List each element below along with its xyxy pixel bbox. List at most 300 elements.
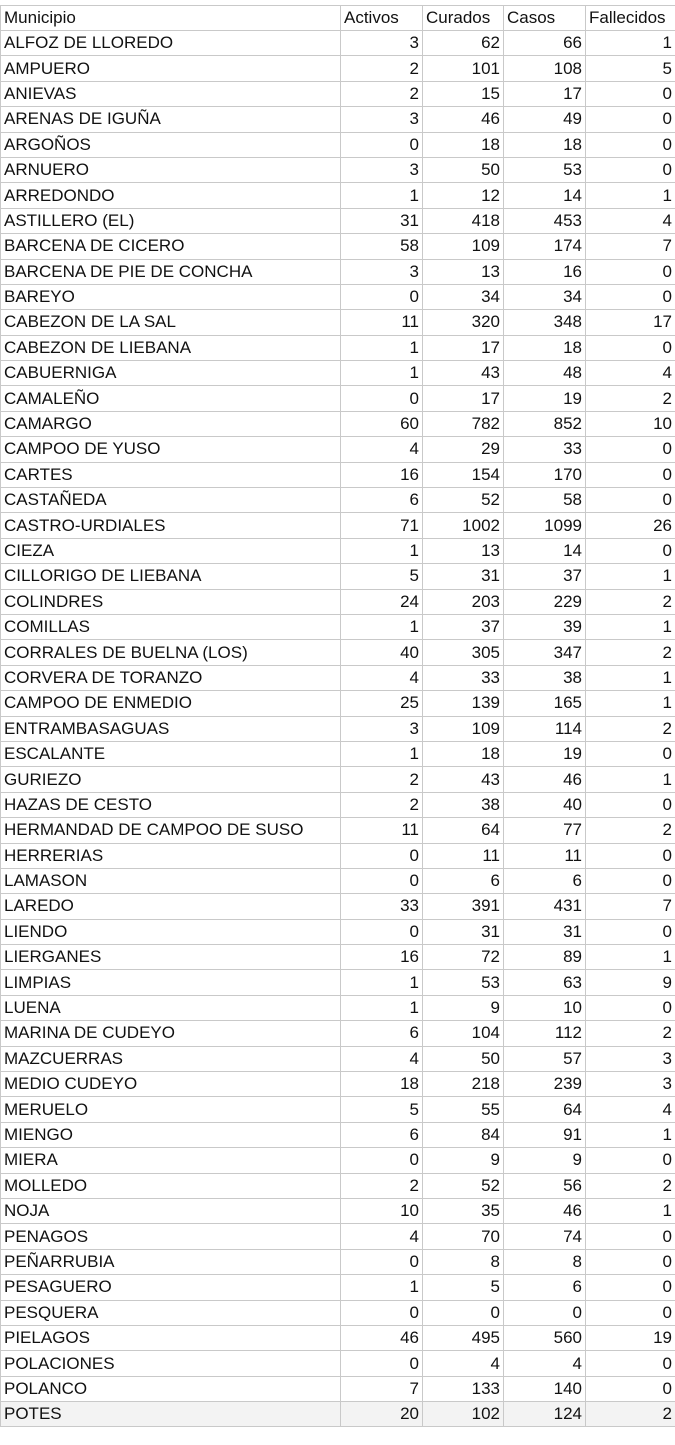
fallecidos-cell[interactable]: 0 <box>586 1300 675 1325</box>
municipio-cell[interactable]: ARENAS DE IGUÑA <box>1 107 341 132</box>
activos-cell[interactable]: 3 <box>341 259 423 284</box>
fallecidos-cell[interactable]: 3 <box>586 1072 675 1097</box>
fallecidos-cell[interactable]: 0 <box>586 335 675 360</box>
curados-cell[interactable]: 139 <box>423 691 504 716</box>
curados-cell[interactable]: 84 <box>423 1122 504 1147</box>
municipio-cell[interactable]: BARCENA DE CICERO <box>1 234 341 259</box>
curados-cell[interactable]: 5 <box>423 1275 504 1300</box>
fallecidos-cell[interactable]: 0 <box>586 284 675 309</box>
activos-cell[interactable]: 0 <box>341 1300 423 1325</box>
curados-cell[interactable]: 64 <box>423 818 504 843</box>
curados-cell[interactable]: 72 <box>423 945 504 970</box>
municipio-cell[interactable]: GURIEZO <box>1 767 341 792</box>
table-row <box>1 1122 675 1147</box>
fallecidos-cell[interactable]: 7 <box>586 234 675 259</box>
casos-cell[interactable]: 4 <box>504 1351 586 1376</box>
fallecidos-cell[interactable]: 1 <box>586 767 675 792</box>
municipio-cell[interactable]: CAMARGO <box>1 411 341 436</box>
casos-cell[interactable]: 108 <box>504 56 586 81</box>
activos-cell[interactable]: 24 <box>341 589 423 614</box>
casos-cell[interactable]: 165 <box>504 691 586 716</box>
curados-cell[interactable]: 52 <box>423 488 504 513</box>
casos-cell[interactable]: 11 <box>504 843 586 868</box>
activos-cell[interactable]: 33 <box>341 894 423 919</box>
curados-cell[interactable]: 46 <box>423 107 504 132</box>
casos-cell[interactable]: 560 <box>504 1325 586 1350</box>
casos-cell[interactable]: 114 <box>504 716 586 741</box>
municipio-cell[interactable]: LIERGANES <box>1 945 341 970</box>
activos-cell[interactable]: 16 <box>341 462 423 487</box>
casos-cell[interactable]: 19 <box>504 386 586 411</box>
activos-cell[interactable]: 4 <box>341 437 423 462</box>
fallecidos-cell[interactable]: 2 <box>586 716 675 741</box>
municipio-cell[interactable]: LAMASON <box>1 868 341 893</box>
fallecidos-cell[interactable]: 0 <box>586 1376 675 1401</box>
fallecidos-cell[interactable]: 26 <box>586 513 675 538</box>
casos-cell[interactable]: 56 <box>504 1173 586 1198</box>
casos-cell[interactable]: 77 <box>504 818 586 843</box>
casos-cell[interactable]: 19 <box>504 741 586 766</box>
fallecidos-cell[interactable]: 0 <box>586 107 675 132</box>
activos-cell[interactable]: 0 <box>341 868 423 893</box>
table-row <box>1 691 675 716</box>
municipio-cell[interactable]: PEÑARRUBIA <box>1 1249 341 1274</box>
municipio-cell[interactable]: CASTAÑEDA <box>1 488 341 513</box>
fallecidos-cell[interactable]: 19 <box>586 1325 675 1350</box>
casos-cell[interactable]: 124 <box>504 1402 586 1427</box>
municipio-cell[interactable]: CILLORIGO DE LIEBANA <box>1 564 341 589</box>
header-municipio[interactable]: Municipio <box>1 6 341 31</box>
casos-cell[interactable]: 46 <box>504 767 586 792</box>
municipio-cell[interactable]: MIERA <box>1 1148 341 1173</box>
curados-cell[interactable]: 17 <box>423 335 504 360</box>
activos-cell[interactable]: 2 <box>341 1173 423 1198</box>
casos-cell[interactable]: 14 <box>504 183 586 208</box>
activos-cell[interactable]: 10 <box>341 1198 423 1223</box>
casos-cell[interactable]: 140 <box>504 1376 586 1401</box>
curados-cell[interactable]: 203 <box>423 589 504 614</box>
activos-cell[interactable]: 4 <box>341 1046 423 1071</box>
activos-cell[interactable]: 0 <box>341 1249 423 1274</box>
fallecidos-cell[interactable]: 2 <box>586 640 675 665</box>
municipio-cell[interactable]: HERRERIAS <box>1 843 341 868</box>
activos-cell[interactable]: 0 <box>341 386 423 411</box>
activos-cell[interactable]: 0 <box>341 132 423 157</box>
activos-cell[interactable]: 1 <box>341 538 423 563</box>
municipio-cell[interactable]: ENTRAMBASAGUAS <box>1 716 341 741</box>
curados-cell[interactable]: 109 <box>423 234 504 259</box>
casos-cell[interactable]: 53 <box>504 157 586 182</box>
curados-cell[interactable]: 8 <box>423 1249 504 1274</box>
casos-cell[interactable]: 170 <box>504 462 586 487</box>
activos-cell[interactable]: 3 <box>341 31 423 56</box>
casos-cell[interactable]: 453 <box>504 208 586 233</box>
curados-cell[interactable]: 53 <box>423 970 504 995</box>
fallecidos-cell[interactable]: 1 <box>586 945 675 970</box>
curados-cell[interactable]: 218 <box>423 1072 504 1097</box>
casos-cell[interactable]: 18 <box>504 132 586 157</box>
municipio-cell[interactable]: CAMPOO DE YUSO <box>1 437 341 462</box>
curados-cell[interactable]: 55 <box>423 1097 504 1122</box>
curados-cell[interactable]: 18 <box>423 741 504 766</box>
casos-cell[interactable]: 10 <box>504 995 586 1020</box>
fallecidos-cell[interactable]: 9 <box>586 970 675 995</box>
table-row <box>1 1351 675 1376</box>
activos-cell[interactable]: 2 <box>341 792 423 817</box>
fallecidos-cell[interactable]: 0 <box>586 157 675 182</box>
header-activos[interactable]: Activos <box>341 6 423 31</box>
activos-cell[interactable]: 4 <box>341 665 423 690</box>
activos-cell[interactable]: 5 <box>341 1097 423 1122</box>
casos-cell[interactable]: 33 <box>504 437 586 462</box>
activos-cell[interactable]: 6 <box>341 1122 423 1147</box>
curados-cell[interactable]: 154 <box>423 462 504 487</box>
activos-cell[interactable]: 20 <box>341 1402 423 1427</box>
fallecidos-cell[interactable]: 2 <box>586 386 675 411</box>
curados-cell[interactable]: 37 <box>423 614 504 639</box>
casos-cell[interactable]: 348 <box>504 310 586 335</box>
casos-cell[interactable]: 31 <box>504 919 586 944</box>
municipio-cell[interactable]: PESAGUERO <box>1 1275 341 1300</box>
activos-cell[interactable]: 1 <box>341 335 423 360</box>
fallecidos-cell[interactable]: 2 <box>586 589 675 614</box>
fallecidos-cell[interactable]: 0 <box>586 741 675 766</box>
activos-cell[interactable]: 1 <box>341 614 423 639</box>
curados-cell[interactable]: 52 <box>423 1173 504 1198</box>
table-row <box>1 1224 675 1249</box>
curados-cell[interactable]: 50 <box>423 1046 504 1071</box>
fallecidos-cell[interactable]: 0 <box>586 538 675 563</box>
municipio-cell[interactable]: ARREDONDO <box>1 183 341 208</box>
fallecidos-cell[interactable]: 4 <box>586 1097 675 1122</box>
municipio-cell[interactable]: CABEZON DE LIEBANA <box>1 335 341 360</box>
activos-cell[interactable]: 71 <box>341 513 423 538</box>
curados-cell[interactable]: 31 <box>423 919 504 944</box>
table-row <box>1 716 675 741</box>
curados-cell[interactable]: 495 <box>423 1325 504 1350</box>
municipio-cell[interactable]: CARTES <box>1 462 341 487</box>
casos-cell[interactable]: 9 <box>504 1148 586 1173</box>
curados-cell[interactable]: 12 <box>423 183 504 208</box>
casos-cell[interactable]: 48 <box>504 361 586 386</box>
municipio-cell[interactable]: MERUELO <box>1 1097 341 1122</box>
activos-cell[interactable]: 6 <box>341 1021 423 1046</box>
curados-cell[interactable]: 34 <box>423 284 504 309</box>
fallecidos-cell[interactable]: 0 <box>586 1275 675 1300</box>
casos-cell[interactable]: 17 <box>504 81 586 106</box>
curados-cell[interactable]: 70 <box>423 1224 504 1249</box>
casos-cell[interactable]: 57 <box>504 1046 586 1071</box>
curados-cell[interactable]: 109 <box>423 716 504 741</box>
municipio-cell[interactable]: POTES <box>1 1402 341 1427</box>
municipio-cell[interactable]: LAREDO <box>1 894 341 919</box>
municipio-cell[interactable]: COLINDRES <box>1 589 341 614</box>
curados-cell[interactable]: 33 <box>423 665 504 690</box>
curados-cell[interactable]: 391 <box>423 894 504 919</box>
casos-cell[interactable]: 46 <box>504 1198 586 1223</box>
activos-cell[interactable]: 0 <box>341 843 423 868</box>
casos-cell[interactable]: 38 <box>504 665 586 690</box>
curados-cell[interactable]: 17 <box>423 386 504 411</box>
fallecidos-cell[interactable]: 2 <box>586 1402 675 1427</box>
fallecidos-cell[interactable]: 4 <box>586 208 675 233</box>
curados-cell[interactable]: 782 <box>423 411 504 436</box>
municipio-cell[interactable]: HERMANDAD DE CAMPOO DE SUSO <box>1 818 341 843</box>
curados-cell[interactable]: 15 <box>423 81 504 106</box>
fallecidos-cell[interactable]: 4 <box>586 361 675 386</box>
municipio-cell[interactable]: CABUERNIGA <box>1 361 341 386</box>
fallecidos-cell[interactable]: 1 <box>586 31 675 56</box>
casos-cell[interactable]: 66 <box>504 31 586 56</box>
casos-cell[interactable]: 347 <box>504 640 586 665</box>
curados-cell[interactable]: 133 <box>423 1376 504 1401</box>
curados-cell[interactable]: 11 <box>423 843 504 868</box>
fallecidos-cell[interactable]: 1 <box>586 614 675 639</box>
casos-cell[interactable]: 40 <box>504 792 586 817</box>
casos-cell[interactable]: 112 <box>504 1021 586 1046</box>
table-row <box>1 1198 675 1223</box>
fallecidos-cell[interactable]: 10 <box>586 411 675 436</box>
fallecidos-cell[interactable]: 5 <box>586 56 675 81</box>
fallecidos-cell[interactable]: 1 <box>586 691 675 716</box>
fallecidos-cell[interactable]: 0 <box>586 132 675 157</box>
activos-cell[interactable]: 0 <box>341 284 423 309</box>
activos-cell[interactable]: 4 <box>341 1224 423 1249</box>
municipio-cell[interactable]: MOLLEDO <box>1 1173 341 1198</box>
table-row <box>1 56 675 81</box>
activos-cell[interactable]: 5 <box>341 564 423 589</box>
casos-cell[interactable]: 14 <box>504 538 586 563</box>
curados-cell[interactable]: 1002 <box>423 513 504 538</box>
activos-cell[interactable]: 1 <box>341 183 423 208</box>
fallecidos-cell[interactable]: 0 <box>586 1148 675 1173</box>
municipio-cell[interactable]: CASTRO-URDIALES <box>1 513 341 538</box>
casos-cell[interactable]: 58 <box>504 488 586 513</box>
activos-cell[interactable]: 1 <box>341 741 423 766</box>
activos-cell[interactable]: 58 <box>341 234 423 259</box>
table-row <box>1 1097 675 1122</box>
casos-cell[interactable]: 64 <box>504 1097 586 1122</box>
casos-cell[interactable]: 74 <box>504 1224 586 1249</box>
curados-cell[interactable]: 50 <box>423 157 504 182</box>
municipio-cell[interactable]: BARCENA DE PIE DE CONCHA <box>1 259 341 284</box>
fallecidos-cell[interactable]: 0 <box>586 81 675 106</box>
casos-cell[interactable]: 37 <box>504 564 586 589</box>
municipio-cell[interactable]: POLACIONES <box>1 1351 341 1376</box>
municipio-cell[interactable]: ESCALANTE <box>1 741 341 766</box>
header-fallecidos[interactable]: Fallecidos <box>586 6 675 31</box>
casos-cell[interactable]: 852 <box>504 411 586 436</box>
table-row <box>1 183 675 208</box>
activos-cell[interactable]: 0 <box>341 919 423 944</box>
municipio-cell[interactable]: ASTILLERO (EL) <box>1 208 341 233</box>
curados-cell[interactable]: 320 <box>423 310 504 335</box>
table-row <box>1 818 675 843</box>
activos-cell[interactable]: 16 <box>341 945 423 970</box>
fallecidos-cell[interactable]: 1 <box>586 665 675 690</box>
fallecidos-cell[interactable]: 0 <box>586 1224 675 1249</box>
header-curados[interactable]: Curados <box>423 6 504 31</box>
activos-cell[interactable]: 3 <box>341 157 423 182</box>
municipio-cell[interactable]: ARNUERO <box>1 157 341 182</box>
activos-cell[interactable]: 2 <box>341 767 423 792</box>
municipio-cell[interactable]: PENAGOS <box>1 1224 341 1249</box>
fallecidos-cell[interactable]: 2 <box>586 818 675 843</box>
activos-cell[interactable]: 31 <box>341 208 423 233</box>
table-row <box>1 919 675 944</box>
table-row <box>1 1325 675 1350</box>
fallecidos-cell[interactable]: 0 <box>586 259 675 284</box>
municipio-cell[interactable]: POLANCO <box>1 1376 341 1401</box>
fallecidos-cell[interactable]: 0 <box>586 919 675 944</box>
curados-cell[interactable]: 13 <box>423 538 504 563</box>
fallecidos-cell[interactable]: 7 <box>586 894 675 919</box>
municipio-cell[interactable]: MIENGO <box>1 1122 341 1147</box>
activos-cell[interactable]: 2 <box>341 56 423 81</box>
casos-cell[interactable]: 8 <box>504 1249 586 1274</box>
activos-cell[interactable]: 11 <box>341 818 423 843</box>
curados-cell[interactable]: 18 <box>423 132 504 157</box>
curados-cell[interactable]: 101 <box>423 56 504 81</box>
casos-cell[interactable]: 6 <box>504 868 586 893</box>
municipio-cell[interactable]: LIMPIAS <box>1 970 341 995</box>
municipio-cell[interactable]: COMILLAS <box>1 614 341 639</box>
activos-cell[interactable]: 2 <box>341 81 423 106</box>
casos-cell[interactable]: 0 <box>504 1300 586 1325</box>
activos-cell[interactable]: 40 <box>341 640 423 665</box>
municipio-cell[interactable]: BAREYO <box>1 284 341 309</box>
activos-cell[interactable]: 3 <box>341 107 423 132</box>
table-row <box>1 81 675 106</box>
curados-cell[interactable]: 43 <box>423 361 504 386</box>
fallecidos-cell[interactable]: 0 <box>586 1351 675 1376</box>
municipio-cell[interactable]: ANIEVAS <box>1 81 341 106</box>
fallecidos-cell[interactable]: 1 <box>586 1122 675 1147</box>
casos-cell[interactable]: 174 <box>504 234 586 259</box>
municipality-table <box>0 5 675 1427</box>
table-row <box>1 1402 675 1427</box>
fallecidos-cell[interactable]: 0 <box>586 488 675 513</box>
table-row <box>1 945 675 970</box>
activos-cell[interactable]: 3 <box>341 716 423 741</box>
municipio-cell[interactable]: CAMPOO DE ENMEDIO <box>1 691 341 716</box>
activos-cell[interactable]: 11 <box>341 310 423 335</box>
activos-cell[interactable]: 1 <box>341 995 423 1020</box>
curados-cell[interactable]: 13 <box>423 259 504 284</box>
municipio-cell[interactable]: MEDIO CUDEYO <box>1 1072 341 1097</box>
activos-cell[interactable]: 0 <box>341 1351 423 1376</box>
curados-cell[interactable]: 418 <box>423 208 504 233</box>
casos-cell[interactable]: 239 <box>504 1072 586 1097</box>
municipio-cell[interactable]: PIELAGOS <box>1 1325 341 1350</box>
fallecidos-cell[interactable]: 3 <box>586 1046 675 1071</box>
fallecidos-cell[interactable]: 2 <box>586 1021 675 1046</box>
municipio-cell[interactable]: HAZAS DE CESTO <box>1 792 341 817</box>
fallecidos-cell[interactable]: 1 <box>586 1198 675 1223</box>
table-row <box>1 1173 675 1198</box>
curados-cell[interactable]: 9 <box>423 1148 504 1173</box>
municipio-cell[interactable]: AMPUERO <box>1 56 341 81</box>
municipio-cell[interactable]: CORVERA DE TORANZO <box>1 665 341 690</box>
fallecidos-cell[interactable]: 0 <box>586 843 675 868</box>
curados-cell[interactable]: 102 <box>423 1402 504 1427</box>
municipio-cell[interactable]: CORRALES DE BUELNA (LOS) <box>1 640 341 665</box>
municipio-cell[interactable]: MAZCUERRAS <box>1 1046 341 1071</box>
curados-cell[interactable]: 0 <box>423 1300 504 1325</box>
municipio-cell[interactable]: CABEZON DE LA SAL <box>1 310 341 335</box>
curados-cell[interactable]: 43 <box>423 767 504 792</box>
fallecidos-cell[interactable]: 0 <box>586 462 675 487</box>
curados-cell[interactable]: 9 <box>423 995 504 1020</box>
municipio-cell[interactable]: MARINA DE CUDEYO <box>1 1021 341 1046</box>
curados-cell[interactable]: 305 <box>423 640 504 665</box>
header-casos[interactable]: Casos <box>504 6 586 31</box>
curados-cell[interactable]: 29 <box>423 437 504 462</box>
fallecidos-cell[interactable]: 1 <box>586 564 675 589</box>
municipio-cell[interactable]: CIEZA <box>1 538 341 563</box>
activos-cell[interactable]: 60 <box>341 411 423 436</box>
casos-cell[interactable]: 1099 <box>504 513 586 538</box>
curados-cell[interactable]: 4 <box>423 1351 504 1376</box>
casos-cell[interactable]: 34 <box>504 284 586 309</box>
casos-cell[interactable]: 431 <box>504 894 586 919</box>
casos-cell[interactable]: 229 <box>504 589 586 614</box>
fallecidos-cell[interactable]: 0 <box>586 1249 675 1274</box>
casos-cell[interactable]: 6 <box>504 1275 586 1300</box>
activos-cell[interactable]: 18 <box>341 1072 423 1097</box>
casos-cell[interactable]: 18 <box>504 335 586 360</box>
curados-cell[interactable]: 6 <box>423 868 504 893</box>
fallecidos-cell[interactable]: 17 <box>586 310 675 335</box>
casos-cell[interactable]: 39 <box>504 614 586 639</box>
casos-cell[interactable]: 91 <box>504 1122 586 1147</box>
fallecidos-cell[interactable]: 0 <box>586 995 675 1020</box>
activos-cell[interactable]: 1 <box>341 361 423 386</box>
municipio-cell[interactable]: LIENDO <box>1 919 341 944</box>
municipio-cell[interactable]: LUENA <box>1 995 341 1020</box>
curados-cell[interactable]: 62 <box>423 31 504 56</box>
municipio-cell[interactable]: ARGOÑOS <box>1 132 341 157</box>
activos-cell[interactable]: 7 <box>341 1376 423 1401</box>
municipio-cell[interactable]: ALFOZ DE LLOREDO <box>1 31 341 56</box>
casos-cell[interactable]: 16 <box>504 259 586 284</box>
casos-cell[interactable]: 89 <box>504 945 586 970</box>
table-row <box>1 1072 675 1097</box>
municipio-cell[interactable]: PESQUERA <box>1 1300 341 1325</box>
fallecidos-cell[interactable]: 0 <box>586 792 675 817</box>
curados-cell[interactable]: 104 <box>423 1021 504 1046</box>
activos-cell[interactable]: 1 <box>341 1275 423 1300</box>
header-row <box>1 6 675 31</box>
curados-cell[interactable]: 35 <box>423 1198 504 1223</box>
casos-cell[interactable]: 63 <box>504 970 586 995</box>
activos-cell[interactable]: 46 <box>341 1325 423 1350</box>
fallecidos-cell[interactable]: 0 <box>586 437 675 462</box>
fallecidos-cell[interactable]: 2 <box>586 1173 675 1198</box>
municipio-cell[interactable]: NOJA <box>1 1198 341 1223</box>
activos-cell[interactable]: 6 <box>341 488 423 513</box>
municipio-cell[interactable]: CAMALEÑO <box>1 386 341 411</box>
activos-cell[interactable]: 0 <box>341 1148 423 1173</box>
curados-cell[interactable]: 31 <box>423 564 504 589</box>
activos-cell[interactable]: 1 <box>341 970 423 995</box>
fallecidos-cell[interactable]: 0 <box>586 868 675 893</box>
casos-cell[interactable]: 49 <box>504 107 586 132</box>
curados-cell[interactable]: 38 <box>423 792 504 817</box>
table-row <box>1 792 675 817</box>
activos-cell[interactable]: 25 <box>341 691 423 716</box>
fallecidos-cell[interactable]: 1 <box>586 183 675 208</box>
